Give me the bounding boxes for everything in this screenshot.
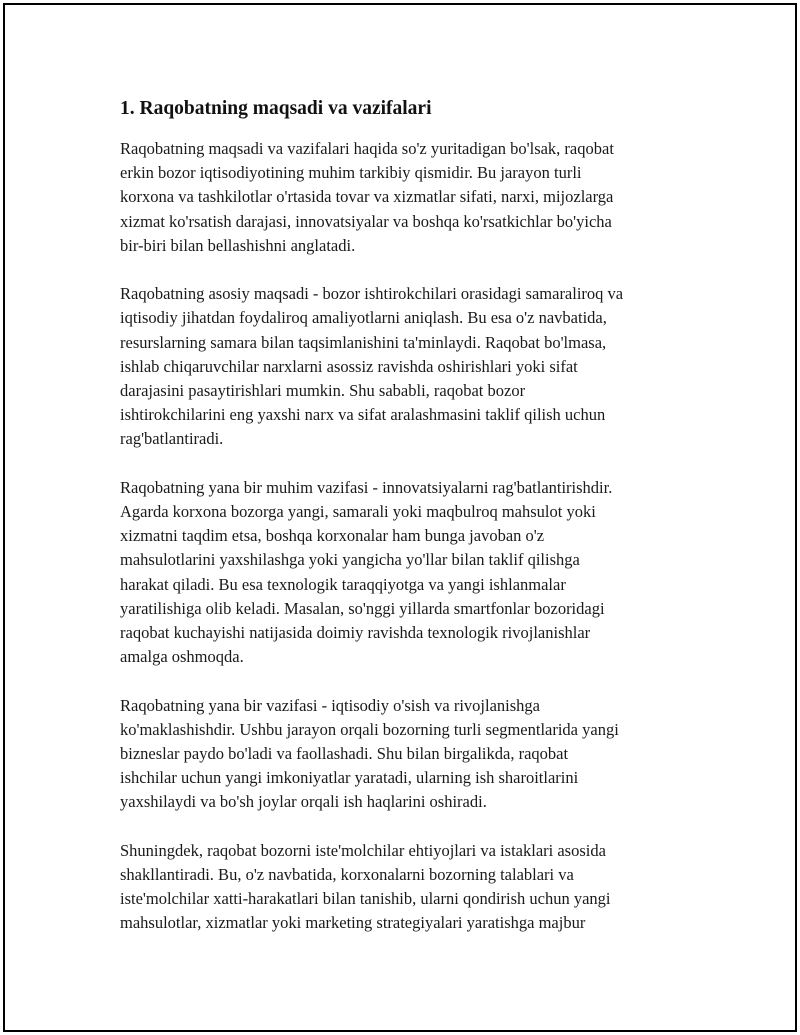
- text-line: xizmatni taqdim etsa, boshqa korxonalar ham bunga javoban o'z: [120, 526, 545, 546]
- text-line: ko'maklashishdir. Ushbu jarayon orqali bozorning turli segmentlarida yangi: [120, 719, 619, 739]
- text-line: darajasini pasaytirishlari mumkin. Shu sababli, raqobat bozor: [120, 381, 526, 401]
- text-line: harakat qiladi. Bu esa texnologik taraqqiyotga va yangi ishlanmalar: [120, 574, 566, 594]
- text-line: raqobat kuchayishi natijasida doimiy ravishda texnologik rivojlanishlar: [120, 623, 591, 643]
- text-line: Agarda korxona bozorga yangi, samarali yoki maqbulroq mahsulot yoki: [120, 502, 596, 522]
- text-line: ishtirokchilarini eng yaxshi narx va sifat aralashmasini taklif qilish uchun: [120, 405, 606, 425]
- paragraph-2: [120, 282, 690, 451]
- text-line: ishchilar uchun yangi imkoniyatlar yaratadi, ularning ish sharoitlarini: [120, 768, 579, 788]
- paragraph-5: [120, 839, 690, 936]
- text-line: yaxshilaydi va bo'sh joylar orqali ish haqlarini oshiradi.: [120, 792, 487, 812]
- text-line: bir-biri bilan bellashishni anglatadi.: [120, 235, 356, 255]
- text-line: Shuningdek, raqobat bozorni iste'molchilar ehtiyojlari va istaklari asosida: [120, 840, 606, 860]
- text-line: bizneslar paydo bo'ladi va faollashadi. Shu bilan birgalikda, raqobat: [120, 744, 569, 764]
- text-line: mahsulotlarini yaxshilashga yoki yangicha yo'llar bilan taklif qilishga: [120, 550, 580, 570]
- text-line: korxona va tashkilotlar o'rtasida tovar va xizmatlar sifati, narxi, mijozlarga: [120, 187, 614, 207]
- text-line: iste'molchilar xatti-harakatlari bilan tanishib, ularni qondirish uchun yangi: [120, 889, 611, 909]
- text-line: Raqobatning asosiy maqsadi - bozor ishtirokchilari orasidagi samaraliroq va: [120, 284, 624, 304]
- text-line: iqtisodiy jihatdan foydaliroq amaliyotlarni aniqlash. Bu esa o'z navbatida,: [120, 308, 607, 328]
- paragraph-1: [120, 137, 690, 258]
- text-line: Raqobatning maqsadi va vazifalari haqida so'z yuritadigan bo'lsak, raqobat: [120, 139, 614, 158]
- text-line: erkin bozor iqtisodiyotining muhim tarkibiy qismidir. Bu jarayon turli: [120, 163, 582, 183]
- document-body: [120, 95, 690, 960]
- text-line: mahsulotlar, xizmatlar yoki marketing strategiyalari yaratishga majbur: [120, 913, 586, 933]
- text-line: amalga oshmoqda.: [120, 647, 244, 667]
- paragraph-3: [120, 476, 690, 670]
- text-line: shakllantiradi. Bu, o'z navbatida, korxonalarni bozorning talablari va: [120, 865, 574, 885]
- page-frame: [3, 3, 797, 1032]
- text-line: yaratilishiga olib keladi. Masalan, so'nggi yillarda smartfonlar bozoridagi: [120, 598, 605, 618]
- text-line: Raqobatning yana bir vazifasi - iqtisodiy o'sish va rivojlanishga: [120, 695, 540, 715]
- text-line: rag'batlantiradi.: [120, 429, 224, 449]
- text-line: xizmat ko'rsatish darajasi, innovatsiyalar va boshqa ko'rsatkichlar bo'yicha: [120, 211, 612, 231]
- section-heading: 1. Raqobatning maqsadi va vazifalari: [120, 98, 432, 119]
- text-line: ishlab chiqaruvchilar narxlarni asossiz ravishda oshirishlari yoki sifat: [120, 356, 578, 376]
- text-line: resurslarning samara bilan taqsimlanishini ta'minlaydi. Raqobat bo'lmasa,: [120, 332, 607, 352]
- paragraph-4: [120, 694, 690, 815]
- text-line: Raqobatning yana bir muhim vazifasi - innovatsiyalarni rag'batlantirishdir.: [120, 477, 613, 497]
